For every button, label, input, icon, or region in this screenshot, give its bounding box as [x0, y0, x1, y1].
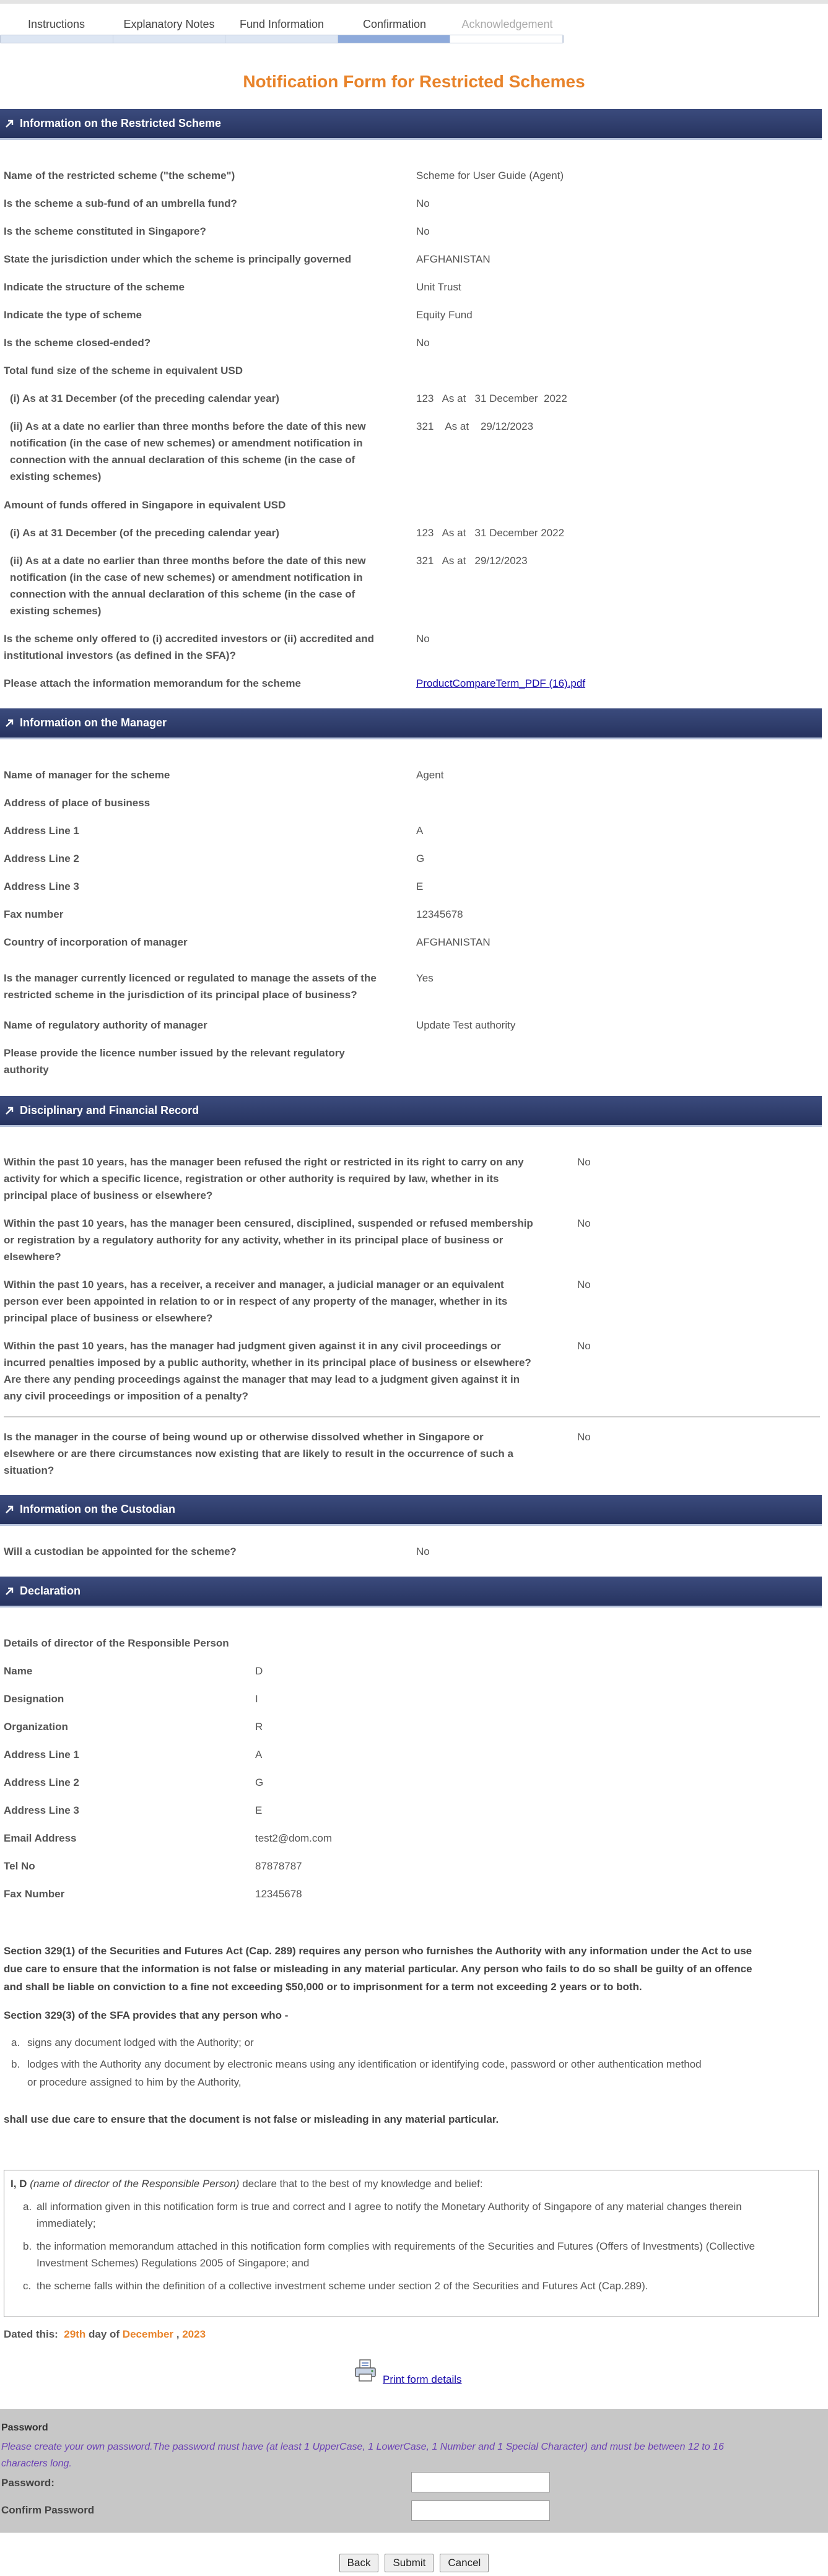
question-text	[4, 1276, 507, 1326]
field-label: Address Line 3	[4, 1804, 79, 1816]
collapse-arrow-icon	[5, 1587, 14, 1596]
answer-value: No	[577, 1431, 591, 1443]
field-label: Indicate the type of scheme	[4, 309, 142, 321]
field-label: Country of incorporation of manager	[4, 936, 188, 948]
field-value: G	[255, 1777, 264, 1788]
question-text	[4, 1215, 533, 1265]
field-label: Tel No	[4, 1860, 35, 1872]
field-label: Address of place of business	[4, 797, 150, 809]
answer-value: No	[577, 1279, 591, 1290]
field-label: Organization	[4, 1721, 68, 1733]
list-item: a. signs any document lodged with the Authority; or	[11, 2034, 816, 2052]
field-label: Address Line 2	[4, 853, 79, 864]
section-329-1-text	[4, 1942, 820, 1996]
collapse-arrow-icon	[5, 719, 14, 728]
field-value: Update Test authority	[416, 1019, 516, 1031]
field-value: G	[416, 853, 425, 864]
field-label: Designation	[4, 1693, 64, 1705]
declaration-box	[4, 2170, 819, 2317]
dated-mid: day of	[89, 2328, 120, 2340]
field-value: No	[416, 337, 430, 349]
divider	[4, 1416, 820, 1417]
label-line: existing schemes)	[10, 471, 102, 482]
top-strip	[0, 0, 828, 4]
declaration-item-text	[37, 2238, 755, 2271]
field-value: Scheme for User Guide (Agent)	[416, 170, 564, 181]
progress-seg-1	[1, 35, 113, 43]
label-line: principal place of business or elsewhere?	[4, 1190, 213, 1201]
section-header-manager[interactable]	[0, 708, 822, 739]
field-value: 87878787	[255, 1860, 302, 1872]
dated-year: 2023	[182, 2328, 206, 2340]
step-instructions[interactable]: Instructions	[27, 18, 85, 30]
label-line: connection with the annual declaration of this scheme (in the case of	[10, 588, 355, 600]
label-line: Are there any pending proceedings against the manager that may lead to a judgment given against it in	[4, 1373, 520, 1385]
field-label	[4, 630, 374, 664]
field-value: AFGHANISTAN	[416, 253, 490, 265]
text-line: lodges with the Authority any document by electronic means using any identification or identifying code, password or other authentication method	[27, 2058, 702, 2070]
declaration-item-text: the scheme falls within the definition of a collective investment scheme under section 2 of the Securities and Futures Act (Cap.289).	[37, 2280, 648, 2292]
field-label: Address Line 1	[4, 825, 79, 837]
label-line: or registration by a regulatory authority for any activity, whether in its principal place of business or	[4, 1234, 503, 1246]
password-input[interactable]	[411, 2472, 550, 2492]
label-line: Within the past 10 years, has the manager been refused the right or restricted in its right to carry on any	[4, 1156, 524, 1168]
text-line: or procedure assigned to him by the Authority,	[27, 2076, 242, 2088]
question-text	[4, 1154, 524, 1204]
confirm-password-input[interactable]	[411, 2500, 550, 2521]
list-item-text	[27, 2055, 702, 2091]
field-value: 321 As at 29/12/2023	[416, 555, 528, 567]
print-form-link[interactable]	[353, 2358, 462, 2386]
label-line: situation?	[4, 1464, 54, 1476]
field-label: Fax Number	[4, 1888, 65, 1900]
label-line: principal place of business or elsewhere?	[4, 1312, 213, 1324]
attachment-link[interactable]: ProductCompareTerm_PDF (16).pdf	[416, 677, 586, 689]
dated-separator: ,	[176, 2328, 180, 2340]
field-label: Address Line 2	[4, 1777, 79, 1788]
label-line: activity for which a specific licence, registration or other authority is required by law, whether in its	[4, 1173, 499, 1185]
section-title: Information on the Custodian	[20, 1503, 175, 1515]
step-acknowledgement: Acknowledgement	[461, 18, 553, 30]
section-title: Information on the Restricted Scheme	[20, 117, 222, 129]
field-label	[4, 552, 366, 619]
declaration-item: a. all information given in this notification form is true and correct and I agree to notify the Monetary Authority of Singapore of any material changes therein immediately;	[11, 2198, 812, 2232]
field-label	[4, 970, 377, 1003]
label-line: (ii) As at a date no earlier than three months before the date of this new	[10, 555, 366, 567]
declaration-item: c. the scheme falls within the definition of a collective investment scheme under section 2 of the Securities and Futures Act (Cap.289).	[11, 2278, 812, 2294]
field-label: State the jurisdiction under which the scheme is principally governed	[4, 253, 352, 265]
field-label: Name of regulatory authority of manager	[4, 1019, 207, 1031]
label-line: (ii) As at a date no earlier than three months before the date of this new	[10, 420, 366, 432]
label-line: notification (in the case of new schemes) or amendment notification in	[10, 572, 363, 583]
section-conclusion-text: shall use due care to ensure that the document is not false or misleading in any material particular.	[4, 2113, 499, 2125]
label-line: connection with the annual declaration of this scheme (in the case of	[10, 454, 355, 466]
field-value: AFGHANISTAN	[416, 936, 490, 948]
list-item: b. lodges with the Authority any document by electronic means using any identification or identifying code, password or other authentication method or procedure assigned to him by the Authority,	[11, 2055, 816, 2091]
field-value: I	[255, 1693, 258, 1705]
dated-month: December	[122, 2328, 174, 2340]
progress-seg-3	[225, 35, 338, 43]
section-header-scheme[interactable]	[0, 109, 822, 140]
field-label: Email Address	[4, 1832, 77, 1844]
text-line: due care to ensure that the information is not false or misleading in any material particular. Any person who fails to do so shall be guilty of an offence	[4, 1963, 752, 1975]
field-value: 12345678	[416, 908, 463, 920]
section-title: Information on the Manager	[20, 716, 167, 729]
text-line: characters long.	[1, 2458, 72, 2469]
field-label	[4, 1045, 345, 1078]
dated-day: 29th	[64, 2328, 86, 2340]
declaration-item: b. the information memorandum attached in this notification form complies with requirements of the Securities and Futures (Offers of Investments) (Collective Investment Schemes) Regulations 2005 of Singapore; and	[11, 2238, 812, 2271]
field-value: 123 As at 31 December 2022	[416, 393, 567, 404]
field-value: Unit Trust	[416, 281, 461, 293]
label-line: any civil proceedings or imposition of a penalty?	[4, 1390, 248, 1402]
cancel-button[interactable]: Cancel	[440, 2554, 489, 2572]
collapse-arrow-icon	[5, 120, 14, 128]
field-value: Yes	[416, 972, 434, 984]
printer-icon	[353, 2358, 378, 2386]
progress-seg-2	[113, 35, 226, 43]
declaration-intro-text: declare that to the best of my knowledge and belief:	[239, 2178, 483, 2190]
label-line: person ever been appointed in relation to or in respect of any property of the manager, whether in its	[4, 1295, 508, 1307]
wizard-progress-bar	[0, 35, 564, 43]
print-form-text[interactable]: Print form details	[383, 2374, 462, 2385]
answer-value: No	[577, 1340, 591, 1352]
dated-line	[4, 2326, 206, 2343]
label-line: Is the scheme only offered to (i) accredited investors or (ii) accredited and	[4, 633, 374, 645]
text-line: immediately;	[37, 2217, 96, 2229]
label-line: institutional investors (as defined in the SFA)?	[4, 650, 236, 661]
section-header-declaration[interactable]	[0, 1577, 822, 1608]
section-329-3-list	[11, 2034, 816, 2095]
field-value: D	[255, 1665, 263, 1677]
label-line: authority	[4, 1064, 49, 1076]
field-label: Will a custodian be appointed for the scheme?	[4, 1546, 237, 1557]
progress-seg-5	[450, 35, 563, 43]
text-line: Please create your own password.The password must have (at least 1 UpperCase, 1 LowerCase, 1 Number and 1 Special Character) and must be between 12 to 16	[1, 2442, 724, 2452]
director-name-inline: I, D	[11, 2178, 27, 2190]
field-label	[4, 418, 366, 485]
step-confirmation[interactable]: Confirmation	[362, 18, 427, 30]
password-panel	[0, 2409, 828, 2533]
field-label: Is the scheme closed-ended?	[4, 337, 151, 349]
field-value: A	[255, 1749, 263, 1760]
field-label: (i) As at 31 December (of the preceding calendar year)	[10, 393, 279, 404]
field-label: Fax number	[4, 908, 64, 920]
field-value: No	[416, 633, 430, 645]
label-line: Within the past 10 years, has the manager been censured, disciplined, suspended or refused membership	[4, 1217, 533, 1229]
question-text	[4, 1338, 531, 1404]
director-name-hint: (name of director of the Responsible Person)	[30, 2178, 240, 2190]
field-label: Is the scheme constituted in Singapore?	[4, 225, 206, 237]
field-label: Name of manager for the scheme	[4, 769, 170, 781]
collapse-arrow-icon	[5, 1505, 14, 1514]
wizard-steps	[0, 14, 564, 45]
field-value: A	[416, 825, 424, 837]
confirm-password-label: Confirm Password	[1, 2504, 95, 2516]
field-label: Amount of funds offered in Singapore in equivalent USD	[4, 499, 286, 511]
page-title: Notification Form for Restricted Schemes	[243, 72, 585, 91]
collapse-arrow-icon	[5, 1107, 14, 1115]
password-label: Password:	[1, 2477, 54, 2489]
submit-button[interactable]: Submit	[385, 2554, 434, 2572]
progress-seg-4	[338, 35, 451, 43]
text-line: and shall be liable on conviction to a fine not exceeding $50,000 or to imprisonment for a term not exceeding 2 years or to both.	[4, 1981, 642, 1993]
label-line: notification (in the case of new schemes) or amendment notification in	[10, 437, 363, 449]
field-label: Details of director of the Responsible Person	[4, 1637, 229, 1649]
label-line: Please provide the licence number issued by the relevant regulatory	[4, 1047, 345, 1059]
text-line: the information memorandum attached in this notification form complies with requirements of the Securities and Futures (Offers of Investments) (Collective	[37, 2240, 755, 2252]
answer-value: No	[577, 1156, 591, 1168]
list-item-text: signs any document lodged with the Authority; or	[27, 2037, 254, 2048]
password-header: Password	[1, 2422, 48, 2433]
action-buttons	[0, 2554, 828, 2572]
text-line: Investment Schemes) Regulations 2005 of Singapore; and	[37, 2257, 310, 2269]
section-title: Disciplinary and Financial Record	[20, 1104, 199, 1116]
field-value: 123 As at 31 December 2022	[416, 527, 565, 539]
label-line: Is the manager currently licenced or regulated to manage the assets of the	[4, 972, 377, 984]
field-value: E	[255, 1804, 263, 1816]
label-line: elsewhere or are there circumstances now existing that are likely to result in the occurrence of such a	[4, 1448, 513, 1460]
field-label: Name	[4, 1665, 33, 1677]
field-value: R	[255, 1721, 263, 1733]
field-label: Address Line 1	[4, 1749, 79, 1760]
field-label: Please attach the information memorandum for the scheme	[4, 677, 301, 689]
declaration-item-text	[37, 2198, 742, 2232]
field-value: Equity Fund	[416, 309, 473, 321]
question-text	[4, 1429, 513, 1479]
field-label: Address Line 3	[4, 881, 79, 892]
field-label: Name of the restricted scheme ("the scheme")	[4, 170, 235, 181]
field-value: No	[416, 198, 430, 209]
field-label: Indicate the structure of the scheme	[4, 281, 185, 293]
answer-value: No	[577, 1217, 591, 1229]
label-line: Within the past 10 years, has the manager had judgment given against it in any civil proceedings or	[4, 1340, 501, 1352]
field-value: 321 As at 29/12/2023	[416, 420, 534, 432]
section-header-custodian[interactable]	[0, 1495, 822, 1526]
field-value: test2@dom.com	[255, 1832, 333, 1844]
field-value: E	[416, 881, 424, 892]
back-button[interactable]: Back	[339, 2554, 379, 2572]
field-label: Is the scheme a sub-fund of an umbrella fund?	[4, 198, 237, 209]
label-line: restricted scheme in the jurisdiction of its principal place of business?	[4, 989, 357, 1001]
label-line: Within the past 10 years, has a receiver, a receiver and manager, a judicial manager or an equivalent	[4, 1279, 504, 1290]
field-value: No	[416, 225, 430, 237]
step-fund-information[interactable]: Fund Information	[239, 18, 325, 30]
label-line: incurred penalties imposed by a public authority, whether in its principal place of business or elsewhere?	[4, 1357, 531, 1368]
field-label: Total fund size of the scheme in equivalent USD	[4, 365, 243, 376]
section-header-discipline[interactable]	[0, 1096, 822, 1127]
text-line: Section 329(1) of the Securities and Futures Act (Cap. 289) requires any person who furnishes the Authority with any information under the Act to use	[4, 1945, 752, 1957]
dated-label: Dated this:	[4, 2328, 58, 2340]
label-line: existing schemes)	[10, 605, 102, 617]
label-line: elsewhere?	[4, 1251, 61, 1263]
section-329-3-text: Section 329(3) of the SFA provides that any person who -	[4, 2009, 289, 2021]
step-explanatory-notes[interactable]: Explanatory Notes	[123, 18, 215, 30]
declaration-intro	[11, 2175, 812, 2192]
section-title: Declaration	[20, 1585, 81, 1597]
field-value: Agent	[416, 769, 444, 781]
field-value: 12345678	[255, 1888, 302, 1900]
field-value: No	[416, 1546, 430, 1557]
label-line: Is the manager in the course of being wound up or otherwise dissolved whether in Singapore or	[4, 1431, 484, 1443]
text-line: all information given in this notification form is true and correct and I agree to notify the Monetary Authority of Singapore of any material changes therein	[37, 2201, 742, 2213]
field-label: (i) As at 31 December (of the preceding calendar year)	[10, 527, 279, 539]
password-note	[1, 2439, 819, 2472]
